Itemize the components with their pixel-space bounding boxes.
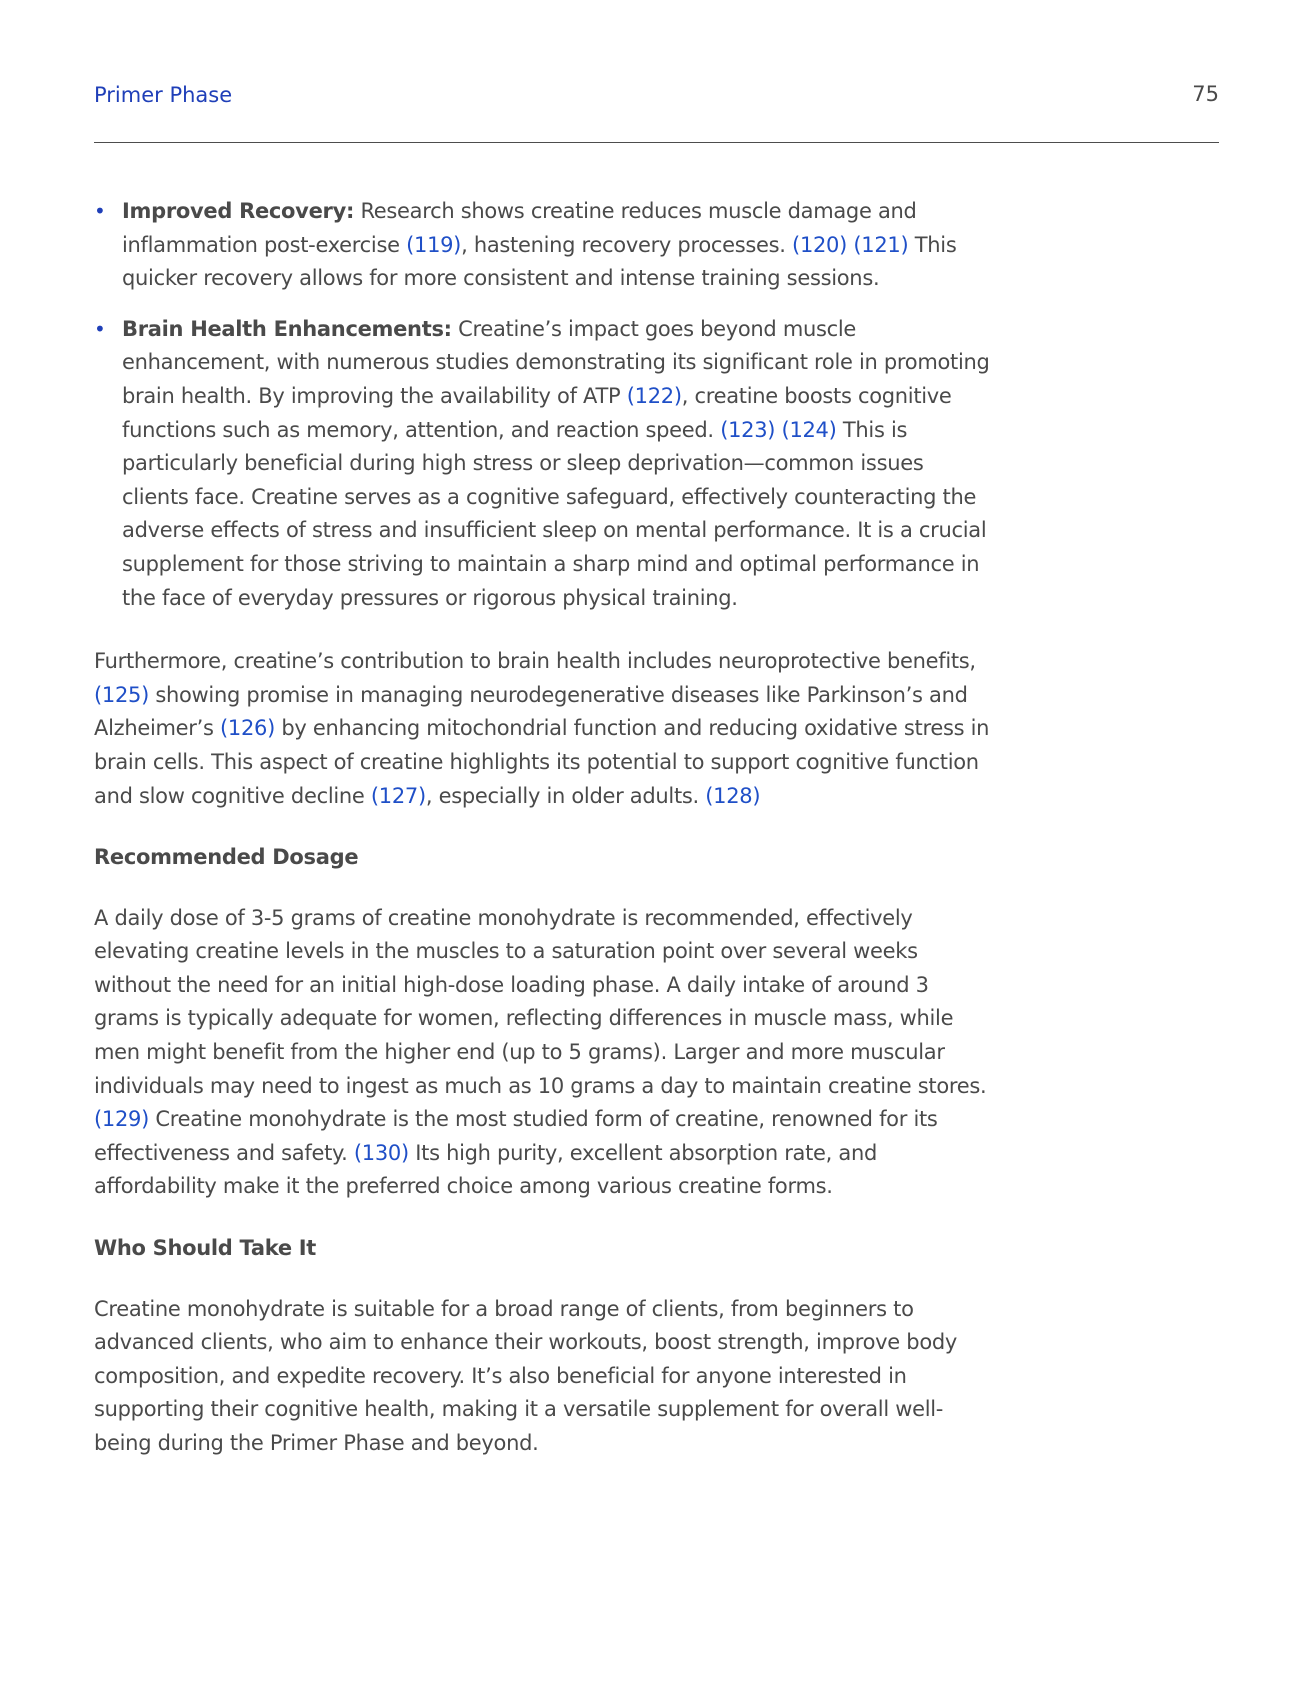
page-content	[94, 195, 994, 1489]
bullet-icon: •	[94, 199, 106, 223]
citation-link[interactable]: (121)	[853, 232, 909, 257]
page-number: 75	[1192, 82, 1219, 106]
heading-who-should-take-it: Who Should Take It	[94, 1236, 317, 1261]
citation-link[interactable]: (124)	[781, 417, 837, 442]
list-item-text: Research shows creatine reduces muscle damage and inflammation post-exercise (119), hastening recovery processes. (120) (121) This quicker recovery allows for more consistent and intense training sessions.	[122, 199, 957, 291]
list-item	[94, 313, 994, 615]
running-title: Primer Phase	[94, 83, 233, 107]
paragraph-neuroprotective: Furthermore, creatine’s contribution to brain health includes neuroprotective benefits, (125) showing promise in managing neurodegenerative diseases like Parkinson’s and Alzheimer’s (126) by enhancing mitochondrial function and reducing oxidative stress in brain cells. This aspect of creatine highlights its potential to support cognitive function and slow cognitive decline (127), especially in older adults. (128)	[94, 649, 990, 808]
benefits-list	[94, 195, 994, 615]
citation-link[interactable]: (127)	[370, 783, 426, 808]
citation-link[interactable]: (126)	[220, 716, 275, 741]
citation-link[interactable]: (120)	[792, 232, 848, 257]
page-header	[94, 78, 1219, 143]
list-item-text: Creatine’s impact goes beyond muscle enhancement, with numerous studies demonstrating its significant role in promoting brain health. By improving the availability of ATP (122), creatine boosts cognitive functions such as memory, attention, and reaction speed. (123) (124) This is particularly beneficial during high stress or sleep deprivation—common issues clients face. Creatine serves as a cognitive safeguard, effectively counteracting the adverse effects of stress and insufficient sleep on mental performance. It is a crucial supplement for those striving to maintain a sharp mind and optimal performance in the face of everyday pressures or rigorous physical training.	[122, 316, 990, 610]
list-item-term: Brain Health Enhancements:	[122, 316, 452, 341]
citation-link[interactable]: (123)	[720, 417, 776, 442]
citation-link[interactable]: (125)	[94, 682, 149, 707]
citation-link[interactable]: (129)	[94, 1107, 149, 1132]
list-item-term: Improved Recovery:	[122, 199, 355, 223]
citation-link[interactable]: (128)	[705, 783, 761, 808]
paragraph-who-should-take-it: Creatine monohydrate is suitable for a broad range of clients, from beginners to advanced clients, who aim to enhance their workouts, boost strength, improve body composition, and expedite recovery. It’s also beneficial for anyone interested in supporting their cognitive health, making it a versatile supplement for overall well-being during the Primer Phase and beyond.	[94, 1296, 958, 1455]
citation-link[interactable]: (119)	[406, 232, 462, 257]
bullet-icon: •	[94, 316, 106, 341]
list-item	[94, 195, 994, 296]
heading-recommended-dosage: Recommended Dosage	[94, 845, 359, 870]
citation-link[interactable]: (130)	[353, 1140, 409, 1165]
citation-link[interactable]: (122)	[626, 383, 682, 408]
paragraph-dosage: A daily dose of 3-5 grams of creatine monohydrate is recommended, effectively elevating creatine levels in the muscles to a saturation point over several weeks without the need for an initial high-dose loading phase. A daily intake of around 3 grams is typically adequate for women, reflecting differences in muscle mass, while men might benefit from the higher end (up to 5 grams). Larger and more muscular individuals may need to ingest as much as 10 grams a day to maintain creatine stores. (129) Creatine monohydrate is the most studied form of creatine, renowned for its effectiveness and safety. (130) Its high purity, excellent absorption rate, and affordability make it the preferred choice among various creatine forms.	[94, 905, 987, 1199]
